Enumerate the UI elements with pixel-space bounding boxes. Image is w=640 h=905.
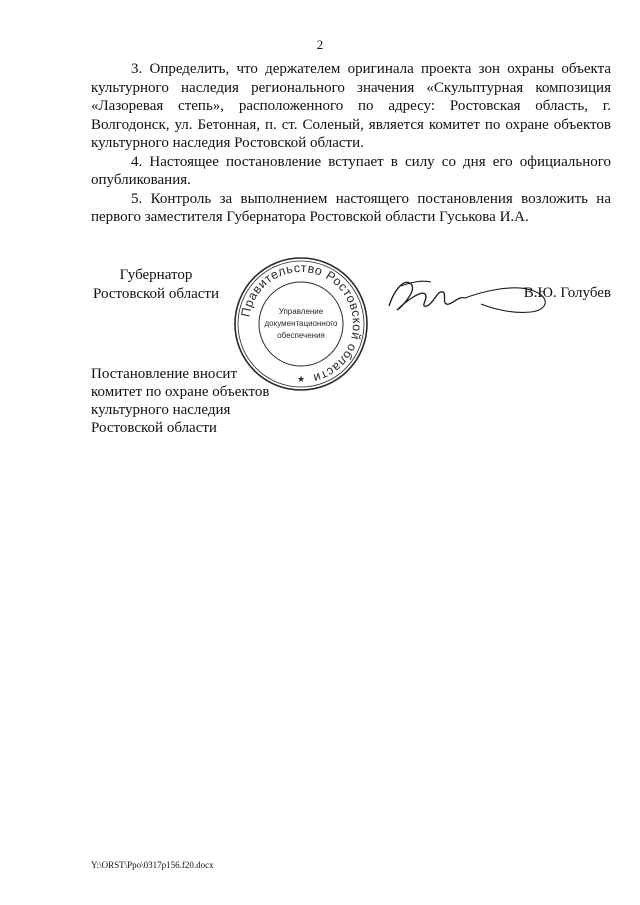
page-number: 2 [316,37,324,52]
seal-star-icon: ★ [296,374,306,384]
paragraph-3: 3. Определить, что держателем оригинала проекта зон охраны объекта культурного наследия регионального значения «Скульптурная композиция «Лазоревая степь», расположенного по адресу: Ростовская область, г. Волгодонск, ул. Бетонная, п. ст. Соленый, является комитет по охране объектов культурного наследия Ростовской области. [91,61,611,151]
document-body [91,60,611,227]
submitter-line3: культурного наследия [91,402,231,418]
submitter-line4: Ростовской области [91,420,217,436]
paragraph-5: 5. Контроль за выполнением настоящего постановления возложить на первого заместителя Губернатора Ростовской области Гуськова И.А. [91,190,611,225]
signatory-title [91,266,221,303]
submitter-line1: Постановление вносит [91,366,238,382]
file-path-footer: Y:\ORST\Ppo\0317p156.f20.docx [91,860,214,870]
submitter-line2: комитет по охране объектов [91,384,270,400]
seal-inner-line3: обеспечения [277,331,325,340]
submitter-block [91,365,269,437]
seal-inner-line2: документационного [264,319,338,328]
seal-outer-text: Правительство Ростовской области [238,260,365,386]
signatory-title-line2: Ростовской области [93,285,219,302]
seal-inner-line1: Управление [278,307,324,316]
paragraph-4: 4. Настоящее постановление вступает в силу со дня его официального опубликования. [91,153,611,188]
signatory-title-line1: Губернатор [119,267,193,283]
signatory-name: В.Ю. Голубев [523,285,611,301]
